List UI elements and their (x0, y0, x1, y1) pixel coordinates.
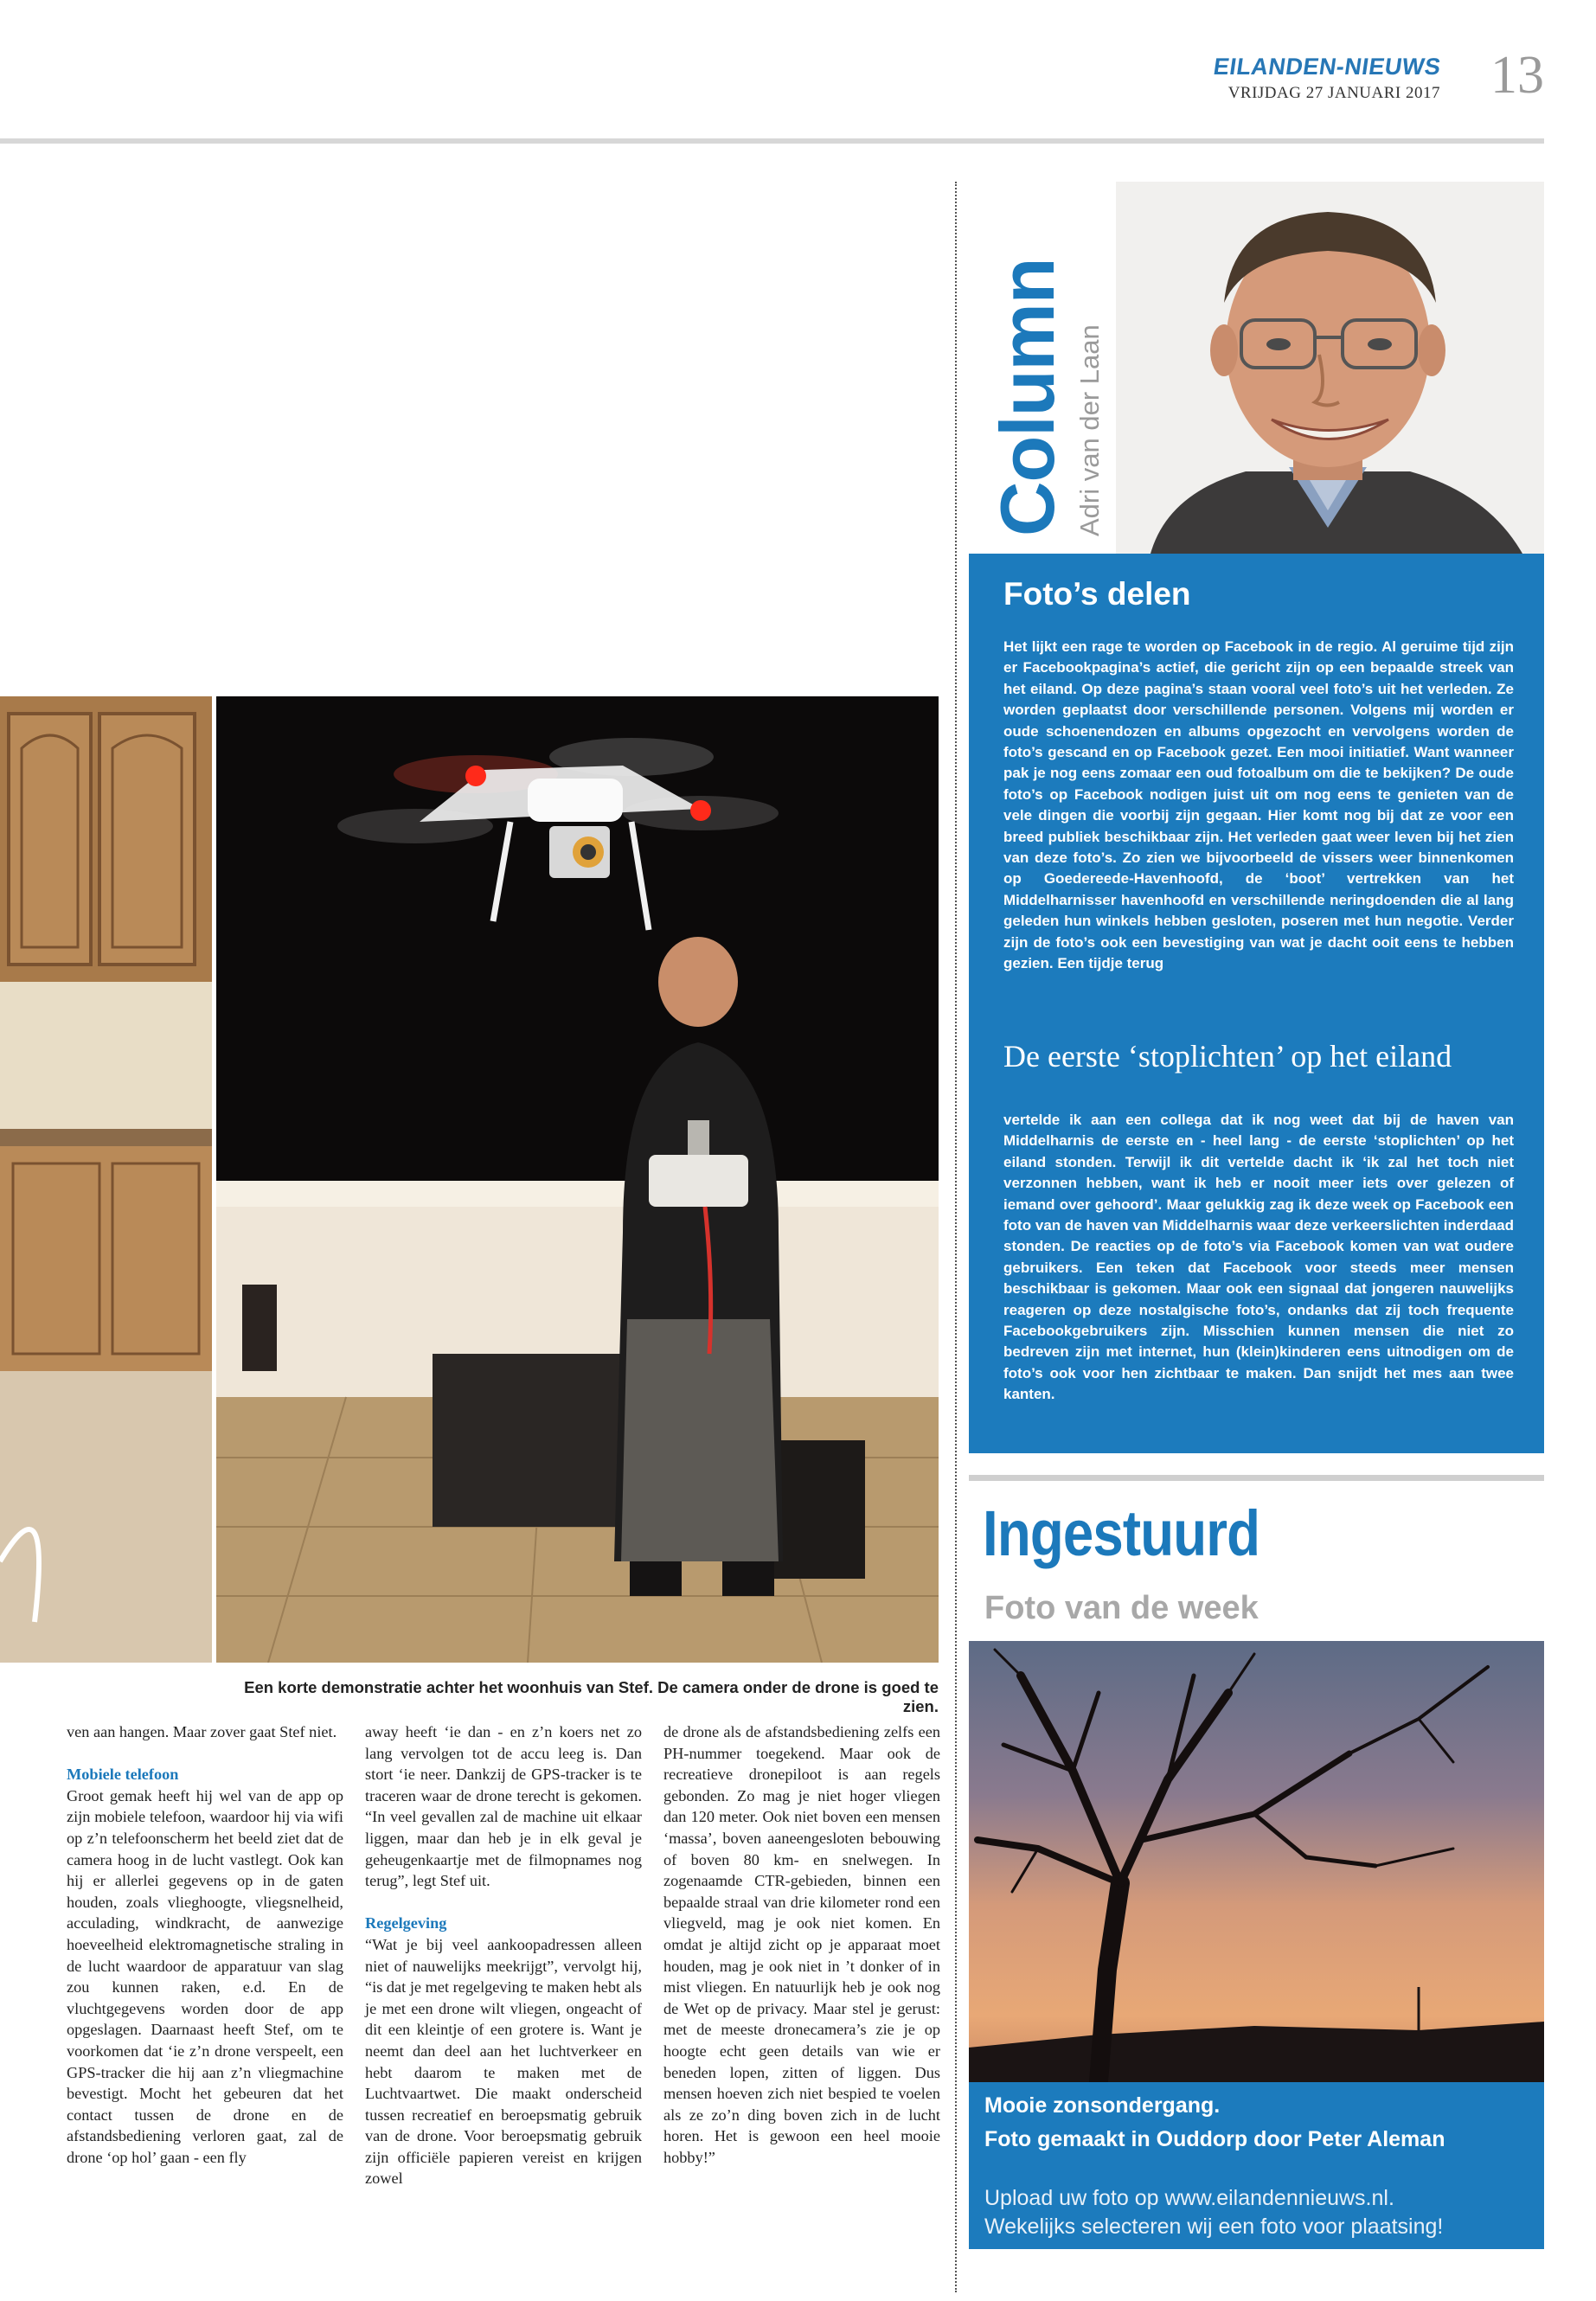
column-text-part1: Het lijkt een rage te worden op Facebook in de regio. Al geruime tijd zijn er Facebookpagina’s actief, die gericht zijn op een bepaalde streek van het eiland. Op deze pagina’s staan vooral veel foto’s uit het verleden. Ze worden geplaatst door verschillende personen. Volgens mij worden er oude schoenendozen en albums opgezocht en vervolgens worden de foto’s gescand en op Facebook gezet. Een mooi initiatief. Want wanneer pak je nog eens zomaar een oud fotoalbum om die te bekijken? De oude foto’s op Facebook nodigen juist uit om nog eens te genieten van de vele dingen die voorbij zijn gegaan. Hier komt nog bij dat ze voor een breed publiek beschikbaar zijn. Het verleden gaat weer leven bij het zien van deze foto’s. Zo zien we bijvoorbeeld de vissers weer binnenkomen op Goedereede-Havenhoofd, de ‘boot’ vertrekken van het Middelharnisser havenhoofd en verschillende neringdoenden die al lang geleden hun winkels hebben gesloten, poseren met hun negotie. Verder zijn de foto’s ook een bevestiging van wat je dacht ooit eens te hebben gezien. Een tijdje terug (1003, 638, 1514, 972)
column-box (969, 554, 1544, 1453)
column-label-text: Column (984, 258, 1070, 536)
ingestuurd-rule (969, 1475, 1544, 1481)
article-body-col2: away heeft ‘ie dan - en z’n koers net zo lang vervolgen tot de accu leeg is. Dan stort ‘ie neer. Dankzij de GPS-tracker is te traceren waar de drone terecht is gekomen. “In veel gevallen zal de machine uit elkaar liggen, maar dan heb je in elk geval je geheugenkaartje met de filmopnames nog terug”, legt Stef uit. (365, 1723, 642, 1890)
author-portrait-image (1116, 182, 1544, 554)
masthead (0, 0, 1596, 151)
column-divider (955, 182, 957, 2292)
article-subheading-regelgeving: Regelgeving (365, 1914, 447, 1932)
column-subheading: De eerste ‘stoplichten’ op het eiland (1003, 1039, 1452, 1074)
article-body-col1: Groot gemak heeft hij wel van de app op zijn mobiele telefoon, waardoor hij via wifi op z’n telefoonscherm het beeld ziet dat de camera hoog in de lucht vastlegt. Ook kan hij er allerlei gegevens op in de gaten houden, zoals vlieghoogte, vliegsnelheid, acculading, windkracht, de aanwezige hoeveelheid elektromagnetische straling in de lucht waardoor de apparatuur van slag zou kunnen raken, e.d. En de vluchtgegevens worden door de app opgeslagen. Daarnaast heeft Stef, om te voorkomen dat ‘ie z’n drone verspeelt, een GPS-tracker die hij aan z’n vliegmachine bevestigt. Mocht het gebeuren dat het contact tussen de drone en de afstandsbediening verloren gaat, zal de drone ‘op hol’ gaan - een fly (67, 1786, 343, 2166)
drone-photo (216, 696, 939, 1663)
article-column-1 (67, 1721, 343, 2168)
column-author (1073, 234, 1107, 536)
article-body-col3: de drone als de afstandsbediening zelfs een PH-nummer toegekend. Maar ook de recreatieve dronepiloot is aan regels gebonden. Zo mag je niet hoger vliegen dan 120 meter. Ook niet boven een mensen ‘massa’, boven aaneengesloten bebouwing of boven 80 km- en snelwegen. In zogenaamde CTR-gebieden, binnen een bepaalde straal van drie kilometer rond een vliegveld, mag je ook niet komen. En omdat je altijd zicht op je apparaat moet houden, mag je ook niet in ’t donker of in mist vliegen. En natuurlijk heb je ook nog de Wet op de privacy. Maar stel je gerust: met de meeste dronecamera’s zie je op hoogte echt geen details van wie er beneden lopen, zitten of liggen. Dus mensen hoeven zich niet bespied te voelen als ze zo’n ding boven zich in de lucht horen. Het is gewoon een heel mooie hobby!” (663, 1723, 940, 2166)
author-portrait (1116, 182, 1544, 554)
article-intro-text: ven aan hangen. Maar zover gaat Stef niet. (67, 1723, 337, 1740)
photo-caption-credit: Foto gemaakt in Ouddorp door Peter Aleman (984, 2127, 1445, 2151)
photo-of-week-caption-box (969, 2082, 1544, 2249)
article-body-col2-part2: “Wat je bij veel aankoopadressen alleen niet of nauwelijks meekrijgt”, vervolgt hij, “is dat je met regelgeving te maken hebt als je met een drone wilt vliegen, ongeacht of dit een kleintje of een grotere is. Want je neemt dan deel aan het luchtverkeer en hebt daarom te maken met de Luchtvaartwet. Die maakt onderscheid tussen recreatief en beroepsmatig gebruik van de drone. Voor beroepsmatig gebruik zijn officiële papieren vereist en krijgen zowel (365, 1935, 642, 2188)
article-subheading-mobiele-telefoon: Mobiele telefoon (67, 1766, 179, 1784)
newspaper-brand: EILANDEN-NIEUWS (1211, 54, 1443, 80)
article-column-3 (663, 1721, 940, 2168)
column-title: Foto’s delen (1003, 576, 1191, 612)
column-label (984, 234, 1071, 536)
header-rule (0, 138, 1544, 144)
kitchen-photo-image (0, 696, 212, 1663)
sunset-photo-image (969, 1641, 1544, 2082)
issue-date: VRIJDAG 27 JANUARI 2017 (1227, 84, 1440, 102)
drone-photo-caption: Een korte demonstratie achter het woonhuis van Stef. De camera onder de drone is goed te zien. (244, 1678, 939, 1715)
article-column-2 (365, 1721, 642, 2189)
upload-instruction: Upload uw foto op www.eilandennieuws.nl. (984, 2186, 1394, 2210)
drone-photo-image (216, 696, 939, 1663)
ingestuurd-title: Ingestuurd (983, 1497, 1260, 1569)
column-author-text: Adri van der Laan (1074, 324, 1105, 536)
upload-selection-note: Wekelijks selecteren wij een foto voor plaatsing! (984, 2214, 1444, 2239)
column-text-part2: vertelde ik aan een collega dat ik nog weet dat bij de haven van Middelharnis de eerste en - heel lang - de eerste ‘stoplichten’ op het eiland stonden. Terwijl ik dit vertelde dacht ik ‘ik zal het toch niet verzonnen hebben, want ik heb er nooit meer iets over gelezen of iemand over gehoord’. Maar gelukkig zag ik deze week op Facebook een foto van de haven van Middelharnis waar deze verkeerslichten inderdaad stonden. De reacties op de foto’s via Facebook komen van wat oudere gebruikers. Een teken dat Facebook voor steeds meer mensen beschikbaar is gekomen. Maar ook een signaal dat jongeren nauwelijks reageren op deze nostalgische foto’s, ondanks dat zij toch frequente Facebookgebruikers zijn. Misschien kunnen mensen die niet zo bedreven zijn met internet, hun (klein)kinderen eens uitnodigen om de foto’s ook voor hen zichtbaar te maken. Dan snijdt het mes aan twee kanten. (1003, 1112, 1514, 1403)
sunset-photo (969, 1641, 1544, 2082)
ingestuurd-subtitle: Foto van de week (984, 1590, 1259, 1626)
page-number: 13 (1490, 46, 1544, 105)
photo-caption-title: Mooie zonsondergang. (984, 2093, 1221, 2118)
kitchen-photo (0, 696, 212, 1663)
